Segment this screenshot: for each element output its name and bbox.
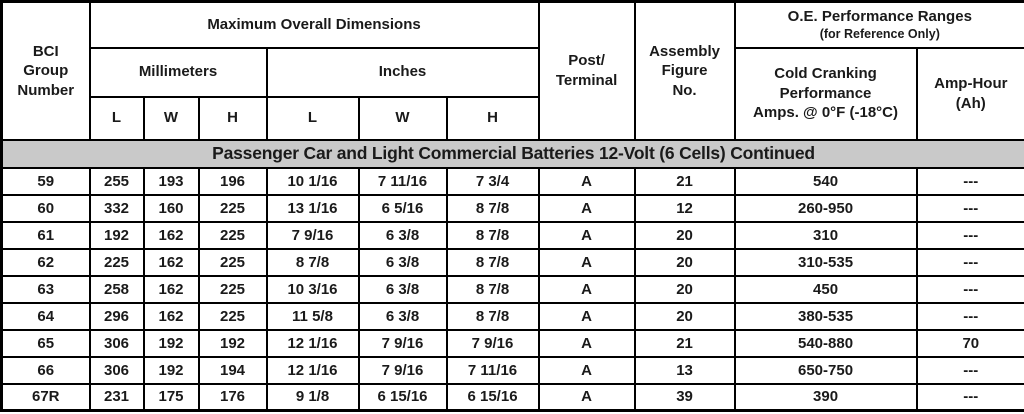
cell-height-in: 8 7/8 [447,276,539,303]
cell-cold-cranking-amps: 380-535 [735,303,917,330]
cell-width-in: 6 3/8 [359,222,447,249]
cell-height-in: 7 3/4 [447,168,539,195]
header-length-mm: L [90,97,144,140]
header-bci-group-number: BCI Group Number [2,2,90,140]
cell-length-mm: 255 [90,168,144,195]
table-row-65 [2,330,1024,357]
cell-length-mm: 192 [90,222,144,249]
cell-bci-group-number: 60 [2,195,90,222]
header-millimeters: Millimeters [90,48,267,97]
cell-bci-group-number: 61 [2,222,90,249]
cell-assembly-figure-no: 20 [635,303,735,330]
cell-height-mm: 225 [199,303,267,330]
cell-width-in: 6 3/8 [359,249,447,276]
cell-assembly-figure-no: 21 [635,168,735,195]
cell-cold-cranking-amps: 450 [735,276,917,303]
cell-post-terminal: A [539,384,635,411]
section-title: Passenger Car and Light Commercial Batteries 12-Volt (6 Cells) Continued [2,140,1024,168]
cell-height-mm: 196 [199,168,267,195]
cell-amp-hour: --- [917,384,1024,411]
cell-width-mm: 162 [144,303,199,330]
table-row-67r [2,384,1024,411]
cell-height-mm: 225 [199,195,267,222]
cell-cold-cranking-amps: 540 [735,168,917,195]
cell-post-terminal: A [539,276,635,303]
cell-bci-group-number: 67R [2,384,90,411]
cell-bci-group-number: 59 [2,168,90,195]
cell-cold-cranking-amps: 390 [735,384,917,411]
cell-length-in: 10 1/16 [267,168,359,195]
cell-length-mm: 306 [90,357,144,384]
cell-width-in: 7 9/16 [359,330,447,357]
cell-length-in: 9 1/8 [267,384,359,411]
table-header [2,2,1024,140]
cell-height-mm: 225 [199,222,267,249]
cell-length-mm: 306 [90,330,144,357]
cell-height-in: 7 11/16 [447,357,539,384]
cell-height-in: 8 7/8 [447,195,539,222]
cell-width-in: 7 9/16 [359,357,447,384]
cell-width-in: 7 11/16 [359,168,447,195]
cell-bci-group-number: 66 [2,357,90,384]
cell-cold-cranking-amps: 260-950 [735,195,917,222]
cell-height-in: 8 7/8 [447,249,539,276]
cell-bci-group-number: 65 [2,330,90,357]
cell-height-mm: 192 [199,330,267,357]
cell-height-in: 8 7/8 [447,222,539,249]
header-inches: Inches [267,48,539,97]
oe-performance-subtitle: (for Reference Only) [819,26,940,41]
cell-length-mm: 296 [90,303,144,330]
cell-post-terminal: A [539,330,635,357]
cell-height-mm: 194 [199,357,267,384]
oe-performance-title: O.E. Performance Ranges [787,7,972,25]
cell-bci-group-number: 62 [2,249,90,276]
header-length-in: L [267,97,359,140]
cell-width-mm: 192 [144,357,199,384]
header-height-in: H [447,97,539,140]
cell-bci-group-number: 64 [2,303,90,330]
cell-width-mm: 193 [144,168,199,195]
cell-assembly-figure-no: 20 [635,222,735,249]
cell-post-terminal: A [539,222,635,249]
cell-length-in: 12 1/16 [267,330,359,357]
cell-assembly-figure-no: 20 [635,249,735,276]
cell-height-mm: 225 [199,276,267,303]
table-row-64 [2,303,1024,330]
cell-width-in: 6 3/8 [359,276,447,303]
cell-cold-cranking-amps: 540-880 [735,330,917,357]
cell-width-in: 6 3/8 [359,303,447,330]
header-assembly-figure-no: Assembly Figure No. [635,2,735,140]
cell-amp-hour: 70 [917,330,1024,357]
cell-height-mm: 225 [199,249,267,276]
table-row-63 [2,276,1024,303]
table-row-62 [2,249,1024,276]
header-post-terminal: Post/ Terminal [539,2,635,140]
cell-cold-cranking-amps: 650-750 [735,357,917,384]
cell-length-mm: 332 [90,195,144,222]
table-row-66 [2,357,1024,384]
header-height-mm: H [199,97,267,140]
cell-length-in: 11 5/8 [267,303,359,330]
header-maximum-overall-dimensions: Maximum Overall Dimensions [90,2,539,48]
header-width-in: W [359,97,447,140]
header-oe-performance-ranges [735,2,1024,48]
cell-length-mm: 258 [90,276,144,303]
cell-width-mm: 192 [144,330,199,357]
header-width-mm: W [144,97,199,140]
table-body [2,140,1024,411]
cell-width-mm: 162 [144,276,199,303]
cell-length-in: 13 1/16 [267,195,359,222]
cell-width-in: 6 5/16 [359,195,447,222]
cell-width-mm: 162 [144,222,199,249]
cell-width-in: 6 15/16 [359,384,447,411]
cell-assembly-figure-no: 21 [635,330,735,357]
cell-assembly-figure-no: 20 [635,276,735,303]
cell-width-mm: 175 [144,384,199,411]
header-amp-hour: Amp-Hour (Ah) [917,48,1024,140]
cell-length-in: 12 1/16 [267,357,359,384]
cell-amp-hour: --- [917,249,1024,276]
cell-amp-hour: --- [917,168,1024,195]
cell-assembly-figure-no: 12 [635,195,735,222]
cell-length-mm: 225 [90,249,144,276]
cell-height-in: 6 15/16 [447,384,539,411]
cell-width-mm: 162 [144,249,199,276]
table-row-60 [2,195,1024,222]
cell-amp-hour: --- [917,222,1024,249]
table-row-61 [2,222,1024,249]
cell-amp-hour: --- [917,195,1024,222]
cell-length-in: 8 7/8 [267,249,359,276]
cell-post-terminal: A [539,249,635,276]
cell-bci-group-number: 63 [2,276,90,303]
cell-cold-cranking-amps: 310-535 [735,249,917,276]
cell-amp-hour: --- [917,357,1024,384]
section-band-row [2,140,1024,168]
cell-length-mm: 231 [90,384,144,411]
table-row-59 [2,168,1024,195]
cell-height-in: 8 7/8 [447,303,539,330]
cell-assembly-figure-no: 39 [635,384,735,411]
cell-post-terminal: A [539,303,635,330]
cell-post-terminal: A [539,195,635,222]
cell-post-terminal: A [539,168,635,195]
cell-width-mm: 160 [144,195,199,222]
cell-post-terminal: A [539,357,635,384]
cell-amp-hour: --- [917,303,1024,330]
cell-height-in: 7 9/16 [447,330,539,357]
cell-height-mm: 176 [199,384,267,411]
cell-assembly-figure-no: 13 [635,357,735,384]
cell-length-in: 10 3/16 [267,276,359,303]
header-cold-cranking-performance: Cold Cranking Performance Amps. @ 0°F (-18°C) [735,48,917,140]
cell-length-in: 7 9/16 [267,222,359,249]
cell-amp-hour: --- [917,276,1024,303]
cell-cold-cranking-amps: 310 [735,222,917,249]
